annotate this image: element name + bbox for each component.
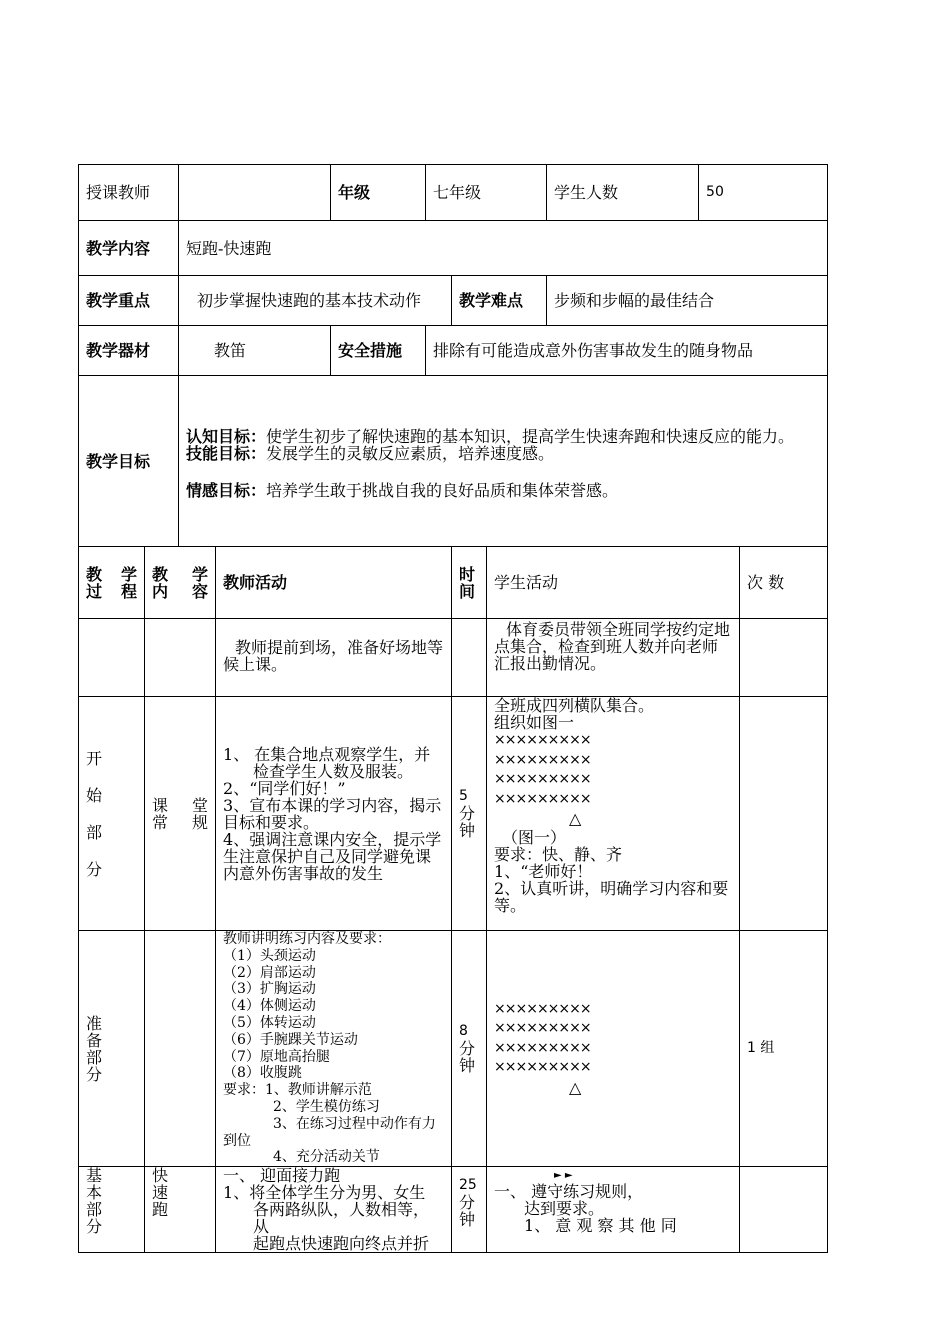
basic-student-line-2: 达到要求。 bbox=[524, 1199, 605, 1219]
basic-teacher-line-3: 各两路纵队，人数相等，从 bbox=[253, 1200, 430, 1237]
grade-value: 七年级 bbox=[426, 165, 547, 221]
col-process: 教 学 过程 bbox=[79, 547, 145, 619]
cognitive-label: 认知目标： bbox=[186, 426, 267, 446]
start-teacher-line-5: 4、强调注意课内安全，提示学生注意保护自己及同学避免课内意外伤害事故的发生 bbox=[223, 829, 442, 883]
basic-content-3: 跑 bbox=[152, 1200, 169, 1220]
warmup-teacher-line-11: 2、学生模仿练习 bbox=[273, 1098, 380, 1115]
start-process-1: 开 bbox=[86, 748, 103, 768]
key-point-label: 教学重点 bbox=[79, 276, 179, 326]
students-label: 学生人数 bbox=[547, 165, 699, 221]
warmup-time-2: 分 bbox=[459, 1039, 476, 1059]
start-time-1: 5 bbox=[459, 788, 468, 804]
teacher-value bbox=[179, 165, 331, 221]
start-formation-row-3: ××××××××× bbox=[494, 771, 591, 787]
difficulty-value: 步频和步幅的最佳结合 bbox=[547, 276, 828, 326]
basic-process bbox=[79, 1167, 145, 1253]
content-row bbox=[79, 221, 828, 276]
pre-teacher: 教师提前到场，准备好场地等候上课。 bbox=[216, 619, 452, 697]
equipment-row bbox=[79, 326, 828, 376]
col-count: 次 数 bbox=[740, 547, 828, 619]
focus-row bbox=[79, 276, 828, 326]
warmup-teacher-line-3: （2）肩部运动 bbox=[223, 964, 316, 981]
basic-student bbox=[487, 1167, 740, 1253]
safety-value: 排除有可能造成意外伤害事故发生的随身物品 bbox=[426, 326, 828, 376]
warmup-teacher-triangle: △ bbox=[569, 1077, 582, 1097]
warmup-count: 1 组 bbox=[740, 931, 828, 1167]
basic-content-1: 快 bbox=[152, 1166, 169, 1186]
start-time bbox=[452, 697, 487, 931]
emotion-objective bbox=[186, 482, 820, 499]
start-student-bottom-3: 2、认真听讲，明确学习内容和要等。 bbox=[494, 879, 729, 915]
difficulty-label: 教学难点 bbox=[452, 276, 547, 326]
start-teacher bbox=[216, 697, 452, 931]
safety-label: 安全措施 bbox=[331, 326, 426, 376]
start-formation-row-2: ××××××××× bbox=[494, 751, 591, 768]
start-time-2: 分 bbox=[459, 804, 476, 823]
warmup-formation-row-3: ××××××××× bbox=[494, 1039, 591, 1056]
skill-text: 发展学生的灵敏反应素质，培养速度感。 bbox=[266, 443, 555, 463]
basic-time-3: 钟 bbox=[459, 1210, 476, 1230]
start-teacher-line-2: 检查学生人数及服装。 bbox=[253, 761, 414, 781]
lesson-plan-table bbox=[78, 164, 828, 1253]
warmup-teacher-line-6: （5）体转运动 bbox=[223, 1014, 316, 1031]
basic-content-2: 速 bbox=[152, 1183, 169, 1203]
header-row bbox=[79, 165, 828, 221]
basic-time-1: 25 bbox=[459, 1177, 477, 1194]
content-label: 教学内容 bbox=[79, 221, 179, 276]
pre-student: 体育委员带领全班同学按约定地点集合，检查到班人数并向老师汇报出勤情况。 bbox=[487, 619, 740, 697]
start-content: 课 堂 常规 bbox=[145, 697, 216, 931]
basic-time-2: 分 bbox=[459, 1193, 476, 1213]
start-time-3: 钟 bbox=[459, 821, 476, 840]
warmup-teacher-line-10: 要求：1、教师讲解示范 bbox=[223, 1082, 372, 1099]
basic-process-1: 基 bbox=[86, 1166, 103, 1186]
warmup-formation-row-1: ××××××××× bbox=[494, 1000, 591, 1017]
col-content: 教 学 内容 bbox=[145, 547, 216, 619]
teacher-label: 授课教师 bbox=[79, 165, 179, 221]
warmup-process-3: 部 bbox=[86, 1047, 103, 1067]
warmup-teacher-line-9: （8）收腹跳 bbox=[223, 1065, 302, 1082]
start-count bbox=[740, 697, 828, 931]
warmup-row bbox=[79, 931, 828, 1167]
warmup-teacher-line-1: 教师讲明练习内容及要求： bbox=[223, 931, 392, 947]
warmup-time-1: 8 bbox=[459, 1023, 468, 1040]
warmup-teacher-line-8: （7）原地高抬腿 bbox=[223, 1048, 330, 1065]
basic-process-3: 部 bbox=[86, 1200, 103, 1220]
pre-content bbox=[145, 619, 216, 697]
equipment-label: 教学器材 bbox=[79, 326, 179, 376]
basic-student-line-3: 1、 意 观 察 其 他 同 bbox=[524, 1216, 677, 1236]
equipment-value: 教笛 bbox=[179, 326, 331, 376]
content-value: 短跑-快速跑 bbox=[179, 221, 828, 276]
basic-process-4: 分 bbox=[86, 1217, 103, 1237]
col-student: 学生活动 bbox=[487, 547, 740, 619]
pre-count bbox=[740, 619, 828, 697]
warmup-content bbox=[145, 931, 216, 1167]
start-formation-row-1: ××××××××× bbox=[494, 732, 591, 748]
start-student-bottom-1: 要求：快、静、齐 bbox=[494, 845, 623, 864]
warmup-formation-row-2: ××××××××× bbox=[494, 1020, 591, 1037]
basic-flags-icon: ► ► bbox=[554, 1170, 573, 1182]
start-process-4: 分 bbox=[86, 859, 103, 879]
emotion-label: 情感目标： bbox=[186, 480, 267, 500]
cognitive-text: 使学生初步了解快速跑的基本知识，提高学生快速奔跑和快速反应的能力。 bbox=[266, 426, 795, 446]
start-figure-caption: （图一） bbox=[502, 828, 567, 847]
pre-process bbox=[79, 619, 145, 697]
pre-class-row bbox=[79, 619, 828, 697]
basic-teacher-line-2: 1、将全体学生分为男、女生 bbox=[223, 1183, 426, 1203]
basic-teacher-line-1: 一、 迎面接力跑 bbox=[223, 1166, 341, 1186]
grade-label: 年级 bbox=[331, 165, 426, 221]
basic-student-line-1: 一、 遵守练习规则， bbox=[494, 1182, 644, 1202]
warmup-teacher-line-5: （4）体侧运动 bbox=[223, 998, 316, 1015]
warmup-teacher bbox=[216, 931, 452, 1167]
objectives-label: 教学目标 bbox=[79, 376, 179, 547]
start-formation-row-4: ××××××××× bbox=[494, 790, 591, 807]
start-teacher-triangle: △ bbox=[569, 809, 582, 828]
start-student-top-2: 组织如图一 bbox=[494, 713, 575, 732]
objectives-content bbox=[179, 376, 828, 547]
column-header-row bbox=[79, 547, 828, 619]
start-student-bottom-2: 1、“老师好！ bbox=[494, 862, 593, 881]
start-process-3: 部 bbox=[86, 822, 103, 842]
start-row bbox=[79, 697, 828, 931]
start-teacher-line-1: 1、 在集合地点观察学生，并 bbox=[223, 744, 431, 764]
warmup-process-1: 准 bbox=[86, 1013, 103, 1033]
warmup-process-4: 分 bbox=[86, 1064, 103, 1084]
start-formation bbox=[494, 731, 732, 809]
warmup-process-2: 备 bbox=[86, 1030, 103, 1050]
col-time: 时 间 bbox=[452, 547, 487, 619]
basic-content bbox=[145, 1167, 216, 1253]
warmup-teacher-line-2: （1）头颈运动 bbox=[223, 947, 316, 964]
warmup-formation-row-4: ××××××××× bbox=[494, 1059, 591, 1076]
basic-count bbox=[740, 1167, 828, 1253]
warmup-process bbox=[79, 931, 145, 1167]
basic-process-2: 本 bbox=[86, 1183, 103, 1203]
basic-teacher-line-4: 起跑点快速跑向终点并折 bbox=[253, 1234, 430, 1253]
start-student-top-1: 全班成四列横队集合。 bbox=[494, 696, 655, 715]
pre-time bbox=[452, 619, 487, 697]
warmup-teacher-line-4: （3）扩胸运动 bbox=[223, 981, 316, 998]
start-teacher-line-4: 3、宣布本课的学习内容，揭示目标和要求。 bbox=[223, 795, 442, 832]
warmup-student bbox=[487, 931, 740, 1167]
students-value: 50 bbox=[699, 165, 828, 221]
warmup-teacher-line-7: （6）手腕踝关节运动 bbox=[223, 1031, 358, 1048]
skill-objective bbox=[186, 445, 820, 462]
warmup-time-3: 钟 bbox=[459, 1056, 476, 1076]
basic-row bbox=[79, 1167, 828, 1253]
warmup-teacher-line-12: 3、在练习过程中动作有力到位 bbox=[223, 1115, 436, 1149]
key-point-value: 初步掌握快速跑的基本技术动作 bbox=[179, 276, 452, 326]
basic-teacher bbox=[216, 1167, 452, 1253]
objectives-row bbox=[79, 376, 828, 547]
start-process bbox=[79, 697, 145, 931]
emotion-text: 培养学生敢于挑战自我的良好品质和集体荣誉感。 bbox=[266, 480, 619, 500]
start-student bbox=[487, 697, 740, 931]
warmup-time bbox=[452, 931, 487, 1167]
start-process-2: 始 bbox=[86, 785, 103, 805]
cognitive-objective bbox=[186, 428, 820, 445]
skill-label: 技能目标： bbox=[186, 443, 267, 463]
col-teacher: 教师活动 bbox=[216, 547, 452, 619]
basic-time bbox=[452, 1167, 487, 1253]
warmup-formation bbox=[494, 1000, 732, 1078]
warmup-teacher-line-13: 4、充分活动关节 bbox=[273, 1149, 380, 1166]
start-teacher-line-3: 2、“同学们好！” bbox=[223, 778, 346, 798]
